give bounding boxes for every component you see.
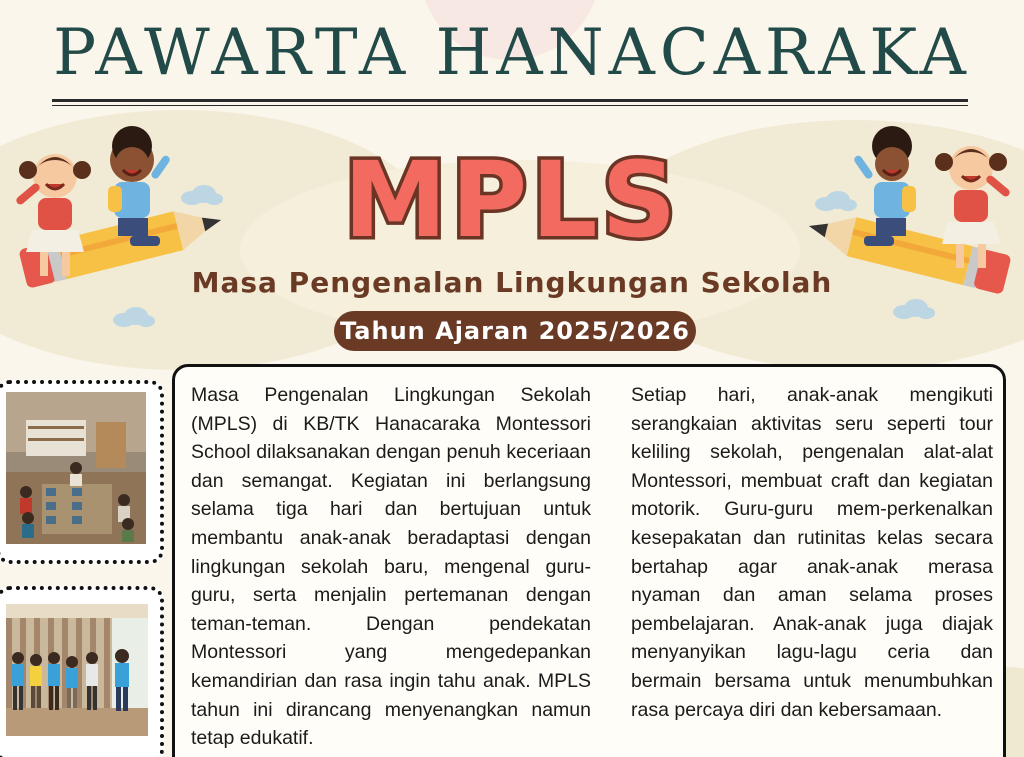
children-photo	[6, 604, 148, 736]
photo-frame	[0, 586, 164, 757]
cloud-icon	[890, 298, 936, 320]
cloud-icon	[110, 306, 156, 328]
masthead-title: PAWARTA HANACARAKA	[53, 16, 971, 90]
headline-subtitle: Masa Pengenalan Lingkungan Sekolah	[191, 266, 833, 299]
masthead-divider	[52, 99, 968, 102]
headline-title: MPLS	[343, 139, 681, 261]
classroom-photo	[6, 392, 146, 544]
article-column-left: Masa Pengenalan Lingkungan Sekolah (MPLS) di KB/TK Hanacaraka Montessori School dilaksanakan dengan penuh keceriaan dan semangat. Kegiatan ini berlangsung selama tiga hari dan bertujuan untuk membantu anak-anak beradaptasi dengan lingkungan sekolah baru, mengenal guru-guru, serta menjalin pertemanan dengan teman-teman. Dengan pendekatan Montessori yang mengedepankan kemandirian dan rasa ingin tahu anak. MPLS tahun ini dirancang menyenangkan namun tetap edukatif.	[191, 384, 591, 750]
masthead-divider	[52, 105, 968, 106]
academic-year-badge: Tahun Ajaran 2025/2026	[334, 311, 696, 351]
photo-frame	[0, 380, 164, 564]
article-box	[172, 364, 1006, 757]
article-column-right: Setiap hari, anak-anak mengikuti serangkaian aktivitas seru seperti tour keliling sekolah, pengenalan alat-alat Montessori, membuat craft dan kegiatan motorik. Guru-guru mem-perkenalkan kesepakatan dan rutinitas kelas secara bertahap agar anak-anak merasa nyaman dan aman selama proses pembelajaran. Anak-anak juga diajak menyanyikan lagu-lagu ceria dan bermain bersama untuk menumbuhkan rasa percaya diri dan kebersamaan.	[631, 384, 993, 721]
